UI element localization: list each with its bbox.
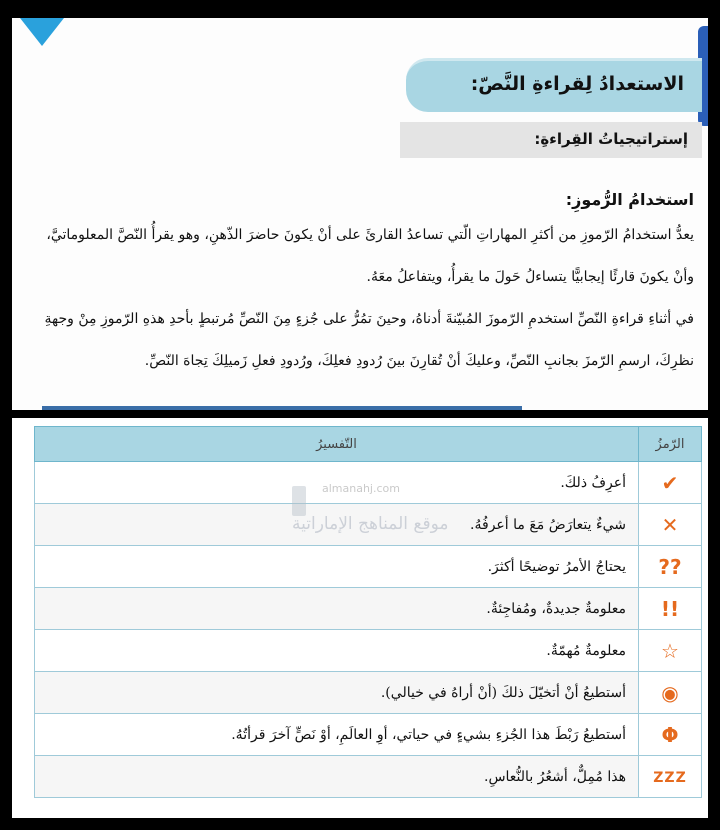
explanation-cell: أعرِفُ ذلكَ. bbox=[35, 462, 639, 504]
symbol-cell bbox=[639, 504, 702, 546]
symbol-cell bbox=[639, 672, 702, 714]
star-icon: ☆ bbox=[661, 638, 679, 663]
table-row bbox=[35, 546, 702, 588]
symbols-table bbox=[34, 426, 702, 798]
explanation-cell: شيءٌ يتعارَضُ مَعَ ما أعرفُهُ. bbox=[35, 504, 639, 546]
explanation-cell: أستطيعُ أنْ أتخيّلَ ذلكَ (أنْ أراهُ في خيالي). bbox=[35, 672, 639, 714]
table-row bbox=[35, 630, 702, 672]
symbol-cell bbox=[639, 546, 702, 588]
heading-box bbox=[406, 58, 702, 112]
table-header-row bbox=[35, 427, 702, 462]
divider-bar bbox=[42, 406, 522, 410]
symbol-cell bbox=[639, 630, 702, 672]
symbol-cell bbox=[639, 714, 702, 756]
textbook-page-bottom bbox=[12, 418, 708, 818]
table-row bbox=[35, 756, 702, 798]
explanation-cell: أستطيعُ رَبْطَ هذا الجُزءِ بشيءٍ في حياتي، أوِ العالَمِ، أوْ نَصٍّ آخرَ قرأتُهُ. bbox=[35, 714, 639, 756]
phi-icon: Φ bbox=[661, 722, 679, 747]
eye-icon: ◉ bbox=[661, 680, 679, 705]
table-row bbox=[35, 588, 702, 630]
corner-triangle-icon bbox=[20, 18, 64, 46]
symbol-cell bbox=[639, 588, 702, 630]
check-mark-icon: ✔ bbox=[661, 470, 679, 495]
double-question-icon: ?? bbox=[658, 554, 682, 579]
watermark-domain: almanahj.com bbox=[322, 482, 400, 495]
page-heading: الاستعدادُ لِقراءةِ النَّصّ: bbox=[470, 73, 684, 95]
zzz-icon: ZZZ bbox=[653, 770, 687, 786]
paragraph-2: في أثناءِ قراءةِ النّصِّ استخدمِ الرّموزَ المُبيّنةَ أدناهُ، وحينَ تمُرُّ على جُزءٍ مِنَ النّصِّ مُرتبطٍ بأحدِ هذهِ الرّموزِ مِنْ وجهةِ نظرِكَ، ارسمِ الرّمزَ بجانبِ النّصِّ، وعليكَ أنْ تُقارِنَ بينَ رُدودِ فعلِكَ، ورُدودِ فعلِ زَميلِكَ تِجاهَ النّصِّ. bbox=[44, 311, 694, 369]
table-row bbox=[35, 672, 702, 714]
symbol-cell bbox=[639, 756, 702, 798]
explanation-cell: معلومةٌ مُهمّةٌ. bbox=[35, 630, 639, 672]
explanation-cell: معلومةٌ جديدةٌ، ومُفاجِئةٌ. bbox=[35, 588, 639, 630]
explanation-cell: هذا مُمِلٌّ، أشعُرُ بالنُّعاسِ. bbox=[35, 756, 639, 798]
paragraph-1: يعدُّ استخدامُ الرّموزِ من أكثرِ المهاراتِ الّتي تساعدُ القارئَ على أنْ يكونَ حاضرَ الذّهنِ، وهو يقرأُ النّصَّ المعلوماتيَّ، وأنْ يكونَ قارئًا إيجابيًّا يتساءلُ حَولَ ما يقرأُ، ويتفاعلُ معَهُ. bbox=[46, 227, 694, 285]
textbook-page-top bbox=[12, 18, 708, 410]
subheading-box bbox=[400, 122, 702, 158]
page-subheading: إستراتيجياتُ القِراءةِ: bbox=[534, 130, 688, 148]
table-row bbox=[35, 504, 702, 546]
table-row bbox=[35, 462, 702, 504]
symbol-cell bbox=[639, 462, 702, 504]
double-exclamation-icon: !! bbox=[660, 596, 680, 621]
x-mark-icon: ✕ bbox=[661, 512, 679, 537]
table-row bbox=[35, 714, 702, 756]
explanation-cell: يحتاجُ الأمرُ توضيحًا أكثرَ. bbox=[35, 546, 639, 588]
header-symbol: الرّمزُ bbox=[639, 427, 702, 462]
watermark-text: موقع المناهج الإماراتية bbox=[292, 514, 449, 534]
header-explanation: التّفسيرُ bbox=[35, 427, 639, 462]
section-title: استخدامُ الرُّموزِ: bbox=[565, 190, 694, 209]
